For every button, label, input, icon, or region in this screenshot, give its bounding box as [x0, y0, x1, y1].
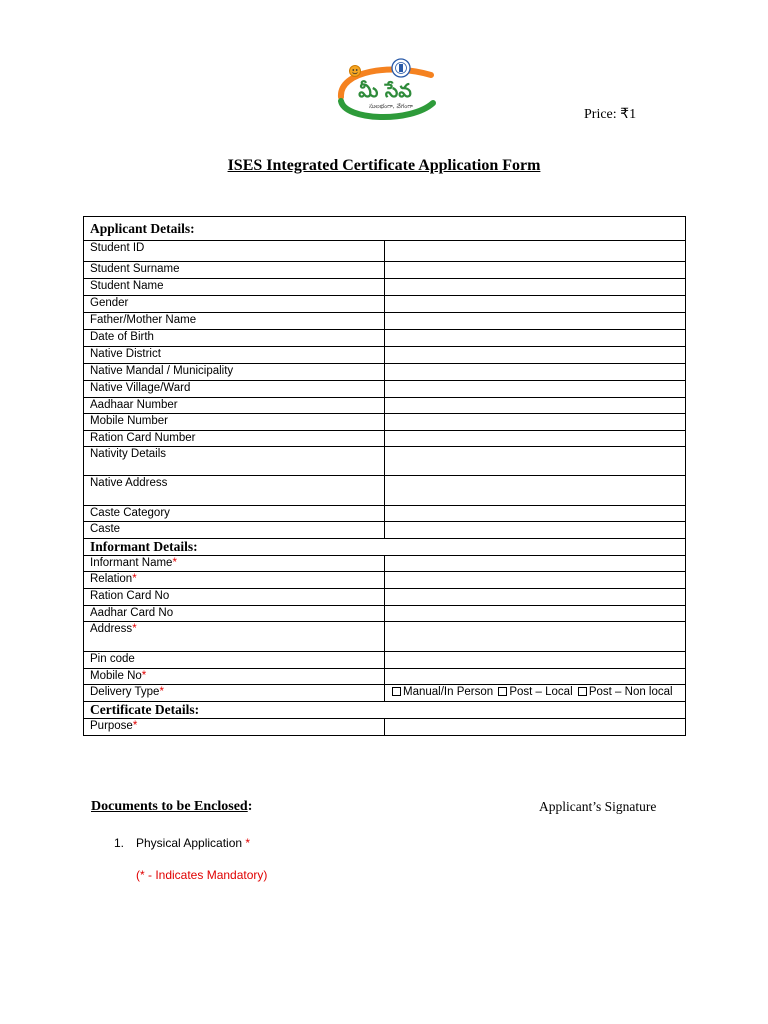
application-form-table — [83, 216, 686, 736]
required-mark: * — [132, 573, 137, 585]
required-mark: * — [172, 557, 177, 569]
form-row — [84, 364, 686, 381]
caste-category-input[interactable] — [385, 506, 686, 522]
svg-text:సులభంగా, వేగంగా: సులభంగా, వేగంగా — [369, 103, 413, 110]
form-row — [84, 262, 686, 279]
informant-ration-card-input[interactable] — [385, 589, 686, 606]
form-title: ISES Integrated Certificate Application Form — [227, 157, 541, 174]
manual-checkbox[interactable] — [392, 687, 401, 696]
form-row — [84, 685, 686, 702]
field-label: Gender — [84, 296, 385, 313]
native-village-input[interactable] — [385, 381, 686, 398]
delivery-type-options — [385, 685, 686, 702]
field-label: Ration Card Number — [84, 431, 385, 447]
svg-text:మీ సేవ: మీ సేవ — [358, 80, 412, 102]
section-heading: Informant Details: — [84, 539, 686, 556]
field-label: Relation* — [84, 572, 385, 589]
form-row — [84, 622, 686, 652]
form-row — [84, 414, 686, 431]
gender-input[interactable] — [385, 296, 686, 313]
field-label: Caste Category — [84, 506, 385, 522]
student-surname-input[interactable] — [385, 262, 686, 279]
section-informant-details — [84, 539, 686, 556]
document-list-item — [114, 836, 250, 850]
field-label: Native Address — [84, 476, 385, 506]
native-district-input[interactable] — [385, 347, 686, 364]
form-row — [84, 522, 686, 539]
field-label: Caste — [84, 522, 385, 539]
form-row — [84, 347, 686, 364]
list-number: 1. — [114, 836, 125, 850]
section-certificate-details — [84, 702, 686, 719]
required-mark: * — [132, 623, 137, 635]
field-label: Mobile Number — [84, 414, 385, 431]
option-label: Manual/In Person — [403, 686, 494, 698]
form-row — [84, 296, 686, 313]
required-mark: * — [141, 670, 147, 682]
field-label: Pin code — [84, 652, 385, 669]
form-row — [84, 652, 686, 669]
form-row — [84, 330, 686, 347]
field-label: Native District — [84, 347, 385, 364]
student-name-input[interactable] — [385, 279, 686, 296]
form-row — [84, 572, 686, 589]
relation-input[interactable] — [385, 572, 686, 589]
document-label: Physical Application — [136, 836, 243, 850]
field-label: Aadhar Card No — [84, 606, 385, 622]
form-row — [84, 279, 686, 296]
form-row — [84, 313, 686, 330]
form-row — [84, 241, 686, 262]
form-row — [84, 447, 686, 476]
field-label: Nativity Details — [84, 447, 385, 476]
field-label: Student ID — [84, 241, 385, 262]
native-mandal-input[interactable] — [385, 364, 686, 381]
ration-card-number-input[interactable] — [385, 431, 686, 447]
section-applicant-details — [84, 217, 686, 241]
date-of-birth-input[interactable] — [385, 330, 686, 347]
form-row — [84, 398, 686, 414]
field-label: Date of Birth — [84, 330, 385, 347]
field-label: Mobile No* — [84, 669, 385, 685]
native-address-input[interactable] — [385, 476, 686, 506]
aadhaar-number-input[interactable] — [385, 398, 686, 414]
field-label: Student Surname — [84, 262, 385, 279]
informant-mobile-input[interactable] — [385, 669, 686, 685]
meeseva-logo — [333, 57, 443, 125]
aadhar-card-input[interactable] — [385, 606, 686, 622]
field-label: Delivery Type* — [84, 685, 385, 702]
form-row — [84, 606, 686, 622]
required-mark: * — [245, 836, 251, 850]
option-label: Post – Non local — [588, 686, 673, 698]
form-row — [84, 431, 686, 447]
option-label: Post – Local — [509, 686, 573, 698]
field-label: Address* — [84, 622, 385, 652]
informant-name-input[interactable] — [385, 556, 686, 572]
applicant-signature-label: Applicant’s Signature — [539, 799, 657, 814]
form-row — [84, 381, 686, 398]
field-label: Aadhaar Number — [84, 398, 385, 414]
mandatory-note: (* - Indicates Mandatory) — [136, 868, 268, 882]
nativity-details-input[interactable] — [385, 447, 686, 476]
pin-code-input[interactable] — [385, 652, 686, 669]
field-label: Purpose* — [84, 719, 385, 736]
form-row — [84, 476, 686, 506]
form-row — [84, 556, 686, 572]
post-local-checkbox[interactable] — [498, 687, 507, 696]
post-non-local-checkbox[interactable] — [578, 687, 587, 696]
purpose-input[interactable] — [385, 719, 686, 736]
field-label: Informant Name* — [84, 556, 385, 572]
form-row — [84, 719, 686, 736]
meeseva-logo-graphic — [333, 57, 443, 125]
field-label: Father/Mother Name — [84, 313, 385, 330]
required-mark: * — [159, 686, 164, 698]
student-id-input[interactable] — [385, 241, 686, 262]
mobile-number-input[interactable] — [385, 414, 686, 431]
form-row — [84, 589, 686, 606]
price-label: Price: ₹1 — [584, 107, 637, 122]
field-label: Student Name — [84, 279, 385, 296]
field-label: Native Village/Ward — [84, 381, 385, 398]
form-row — [84, 506, 686, 522]
section-heading: Certificate Details: — [84, 702, 686, 719]
address-input[interactable] — [385, 622, 686, 652]
field-label: Native Mandal / Municipality — [84, 364, 385, 381]
required-mark: * — [132, 720, 138, 732]
caste-input[interactable] — [385, 522, 686, 539]
documents-heading: Documents to be Enclosed: — [91, 799, 253, 814]
parent-name-input[interactable] — [385, 313, 686, 330]
form-row — [84, 669, 686, 685]
field-label: Ration Card No — [84, 589, 385, 606]
section-heading: Applicant Details: — [84, 217, 686, 241]
